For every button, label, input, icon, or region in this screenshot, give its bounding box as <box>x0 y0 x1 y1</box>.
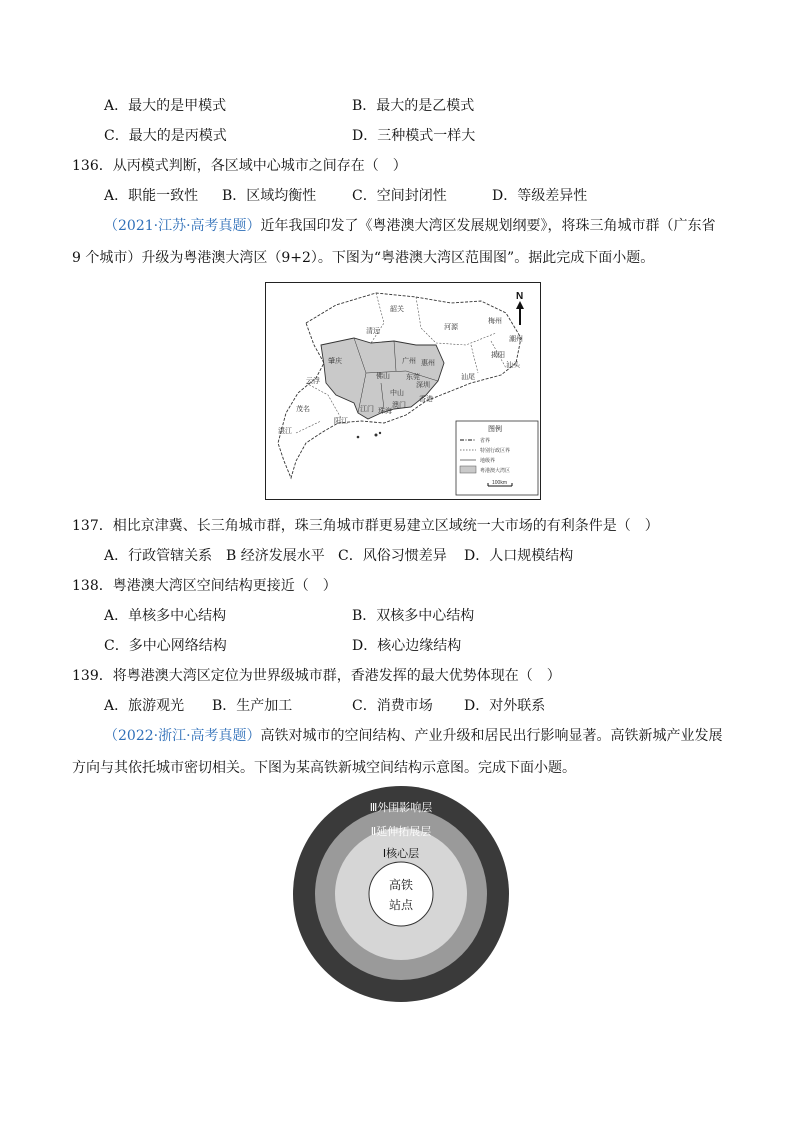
legend-item: 粤港澳大湾区 <box>480 468 511 474</box>
map-city-label: 香港 <box>419 396 433 403</box>
map-city-label: 阳江 <box>334 418 348 425</box>
map-city-label: 广州 <box>402 358 416 365</box>
q135-option-d: D．三种模式一样大 <box>352 128 476 144</box>
intro2-line2: 方向与其依托城市密切相关。下图为某高铁新城空间结构示意图。完成下面小题。 <box>72 760 576 776</box>
map-city-label: 河源 <box>444 324 458 331</box>
q138-option-a: A．单核多中心结构 <box>104 608 227 624</box>
intro1-source: （2021·江苏·高考真题） <box>104 218 261 234</box>
q137-stem: 137．相比京津冀、长三角城市群，珠三角城市群更易建立区域统一大市场的有利条件是（ ） <box>72 518 659 534</box>
scale-label: 100km <box>492 480 508 486</box>
bay-area-map <box>265 282 541 500</box>
map-legend <box>456 421 538 495</box>
q139-option-a: A．旅游观光 <box>104 698 185 714</box>
q136-option-c: C．空间封闭性 <box>352 188 447 204</box>
q136-option-b: B．区域均衡性 <box>222 188 317 204</box>
intro2-text1: 高铁对城市的空间结构、产业升级和居民出行影响显著。高铁新城产业发展 <box>260 728 723 744</box>
intro2-source: （2022·浙江·高考真题） <box>104 728 261 744</box>
q136-option-d: D．等级差异性 <box>492 188 588 204</box>
q138-option-b: B．双核多中心结构 <box>352 608 475 624</box>
intro2-line1 <box>104 726 723 746</box>
legend-item: 地级界 <box>480 458 496 464</box>
q137-option-b: B 经济发展水平 <box>226 548 325 564</box>
map-city-label: 江门 <box>360 406 374 413</box>
q137-option-a: A．行政管辖关系 <box>104 548 213 564</box>
north-arrow-icon <box>516 291 524 325</box>
center-label-line2: 站点 <box>388 898 414 912</box>
map-city-label: 肇庆 <box>328 358 342 365</box>
q137-option-d: D．人口规模结构 <box>464 548 574 564</box>
map-city-label: 汕尾 <box>461 374 475 381</box>
intro1-line2: 9 个城市）升级为粤港澳大湾区（9+2）。下图为“粤港澳大湾区范围图”。据此完成下面小题。 <box>72 250 655 266</box>
map-city-label: 潮州 <box>509 336 523 343</box>
outer-ring-label: Ⅲ外围影响层 <box>369 801 433 814</box>
map-city-label: 茂名 <box>296 406 310 413</box>
map-city-label: 深圳 <box>416 382 430 389</box>
map-city-label: 梅州 <box>488 318 502 325</box>
center-circle <box>369 862 433 926</box>
q138-option-c: C．多中心网络结构 <box>104 638 227 654</box>
q135-option-a: A．最大的是甲模式 <box>104 98 227 114</box>
q137-option-c: C．风俗习惯差异 <box>338 548 447 564</box>
q136-option-a: A．职能一致性 <box>104 188 199 204</box>
q139-stem: 139．将粤港澳大湾区定位为世界级城市群，香港发挥的最大优势体现在（ ） <box>72 668 561 684</box>
q138-stem: 138．粤港澳大湾区空间结构更接近（ ） <box>72 578 337 594</box>
legend-item: 特别行政区界 <box>480 448 511 454</box>
map-city-label: 汕头 <box>506 362 520 369</box>
center-label-line1: 高铁 <box>388 878 414 892</box>
map-city-label: 珠海 <box>378 408 392 415</box>
q135-option-b: B．最大的是乙模式 <box>352 98 475 114</box>
middle-ring-label: Ⅱ延伸拓展层 <box>370 825 432 838</box>
legend-item: 省界 <box>480 438 491 444</box>
q139-option-d: D．对外联系 <box>464 698 546 714</box>
map-city-label: 澳门 <box>392 402 406 409</box>
map-city-label: 中山 <box>390 390 404 397</box>
map-city-label: 云浮 <box>306 378 320 385</box>
map-city-label: 揭阳 <box>491 352 505 359</box>
map-city-label: 佛山 <box>376 373 390 380</box>
map-city-label: 惠州 <box>421 360 435 367</box>
map-city-label: 湛江 <box>278 428 292 435</box>
legend-title: 图例 <box>488 426 502 433</box>
intro1-line1 <box>104 216 716 236</box>
svg-text:N: N <box>516 291 524 302</box>
q138-option-d: D．核心边缘结构 <box>352 638 462 654</box>
hsr-newtown-diagram <box>292 785 510 1003</box>
rings-svg <box>292 785 510 1003</box>
map-city-label: 韶关 <box>390 306 404 313</box>
q135-option-c: C．最大的是丙模式 <box>104 128 227 144</box>
map-svg <box>266 283 540 499</box>
intro1-text1: 近年我国印发了《粤港澳大湾区发展规划纲要》，将珠三角城市群（广东省 <box>260 218 716 234</box>
q139-option-b: B．生产加工 <box>212 698 293 714</box>
q136-stem: 136．从丙模式判断，各区域中心城市之间存在（ ） <box>72 158 407 174</box>
map-city-label: 清远 <box>366 328 380 335</box>
inner-ring-label: Ⅰ核心层 <box>382 847 420 860</box>
q139-option-c: C．消费市场 <box>352 698 433 714</box>
map-city-label: 东莞 <box>406 374 420 381</box>
